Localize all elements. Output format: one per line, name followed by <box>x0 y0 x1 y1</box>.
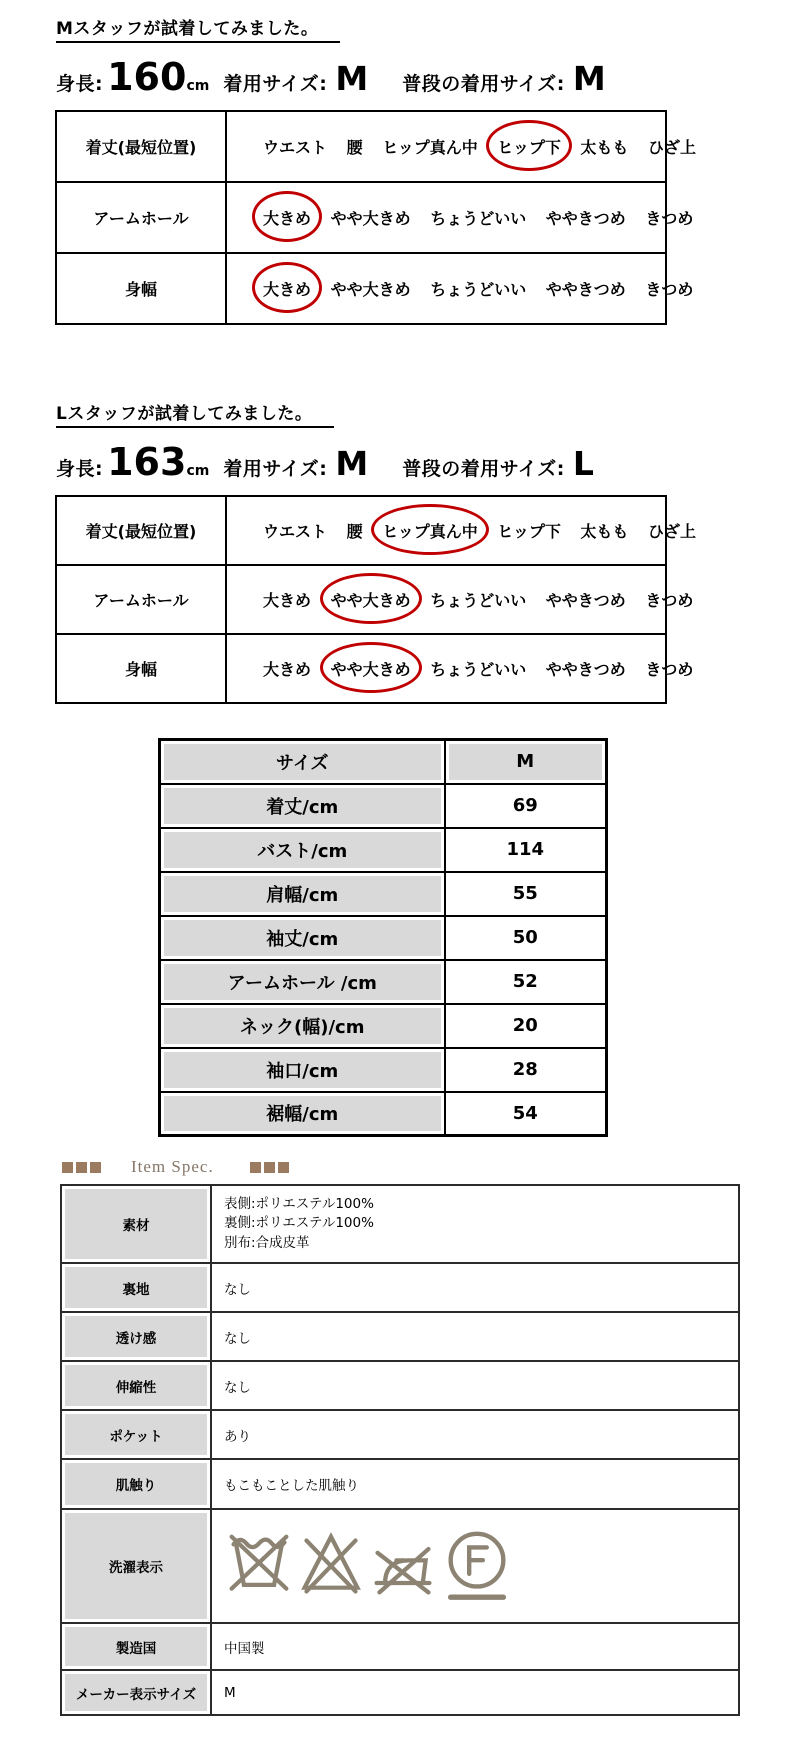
table-row <box>160 1004 607 1048</box>
wearing-size-value: M <box>335 444 369 483</box>
size-row-value: 55 <box>445 872 607 916</box>
size-row-value: 52 <box>445 960 607 1004</box>
table-row <box>61 1263 739 1312</box>
material-line: 別布:合成皮革 <box>224 1234 310 1251</box>
size-row-value: 69 <box>445 784 607 828</box>
size-row-label: バスト/cm <box>160 828 445 872</box>
circled-option: ヒップ下 <box>497 135 561 158</box>
fit-table-m <box>55 110 697 325</box>
brown-squares-icon <box>250 1162 289 1173</box>
fit-row-options <box>226 182 694 253</box>
fit-option: ややきつめ <box>545 660 626 679</box>
fit-option: ちょうどいい <box>430 591 527 610</box>
table-row <box>56 111 666 182</box>
fit-option: ちょうどいい <box>430 660 527 679</box>
table-row <box>61 1185 739 1263</box>
fit-stats-l <box>56 440 594 484</box>
spec-row-label: 透け感 <box>61 1312 211 1361</box>
fit-row-options <box>226 634 694 703</box>
table-row <box>160 740 607 784</box>
spec-row-value: なし <box>211 1312 739 1361</box>
fit-option: 腰 <box>346 138 363 157</box>
fit-row-label: 着丈(最短位置) <box>56 111 226 182</box>
table-row <box>61 1312 739 1361</box>
table-row <box>160 872 607 916</box>
spec-row-label: 洗濯表示 <box>61 1509 211 1623</box>
do-not-iron-icon <box>370 1527 436 1605</box>
item-spec-heading-text: Item Spec. <box>131 1157 214 1176</box>
spec-row-label: 製造国 <box>61 1623 211 1670</box>
fit-option: 大きめ <box>263 591 312 610</box>
size-header-value: M <box>445 740 607 784</box>
circled-option: ヒップ真ん中 <box>382 519 478 542</box>
table-row <box>61 1670 739 1715</box>
fit-option: ヒップ真ん中 <box>382 138 478 157</box>
circled-option: 大きめ <box>263 277 311 300</box>
wearing-size-value: M <box>335 59 369 98</box>
fit-row-options <box>226 253 694 324</box>
fit-option: ややきつめ <box>545 209 626 228</box>
material-line: 裏側:ポリエステル100% <box>224 1215 374 1232</box>
table-row <box>160 828 607 872</box>
size-header-label: サイズ <box>160 740 445 784</box>
fit-table-l <box>55 495 697 704</box>
table-row <box>160 960 607 1004</box>
fit-option: ひざ上 <box>648 138 697 157</box>
size-row-value: 114 <box>445 828 607 872</box>
material-line: 表側:ポリエステル100% <box>224 1195 374 1212</box>
table-row <box>56 253 666 324</box>
fit-option: やや大きめ <box>330 209 411 228</box>
fit-option: きつめ <box>645 280 694 299</box>
table-row <box>56 565 666 634</box>
spec-row-value: あり <box>211 1410 739 1459</box>
circled-option: 大きめ <box>263 206 311 229</box>
fit-option: ウエスト <box>263 522 328 541</box>
height-label: 身長: <box>56 458 104 480</box>
table-row <box>56 182 666 253</box>
fit-row-label: 身幅 <box>56 634 226 703</box>
spec-row-value: M <box>211 1670 739 1715</box>
fit-row-label: 身幅 <box>56 253 226 324</box>
fit-row-label: アームホール <box>56 182 226 253</box>
fit-option: やや大きめ <box>330 280 411 299</box>
wash-care-symbols <box>211 1509 739 1623</box>
table-row <box>160 1048 607 1092</box>
size-row-label: 着丈/cm <box>160 784 445 828</box>
item-spec-heading <box>62 1157 289 1177</box>
table-row <box>61 1459 739 1509</box>
fit-row-options <box>226 565 694 634</box>
fit-section-title-l: Lスタッフが試着してみました。 <box>56 399 334 428</box>
table-row <box>56 496 666 565</box>
size-row-label: ネック(幅)/cm <box>160 1004 445 1048</box>
spec-row-value: もこもことした肌触り <box>211 1459 739 1509</box>
table-row <box>160 916 607 960</box>
spec-row-label: 素材 <box>61 1185 211 1263</box>
fit-option: ややきつめ <box>545 591 626 610</box>
fit-option: きつめ <box>645 209 694 228</box>
spec-row-value: なし <box>211 1361 739 1410</box>
fit-option: 腰 <box>346 522 363 541</box>
fit-section-title-m: Mスタッフが試着してみました。 <box>56 14 340 43</box>
height-unit: cm <box>186 78 210 94</box>
table-row <box>61 1509 739 1623</box>
do-not-wash-icon <box>226 1527 292 1605</box>
spec-row-label: 裏地 <box>61 1263 211 1312</box>
fit-option: 太もも <box>580 522 629 541</box>
size-row-value: 50 <box>445 916 607 960</box>
height-value: 163 <box>107 440 187 484</box>
table-row <box>160 784 607 828</box>
size-row-label: 袖口/cm <box>160 1048 445 1092</box>
size-row-label: 裾幅/cm <box>160 1092 445 1136</box>
size-row-value: 20 <box>445 1004 607 1048</box>
circled-option: やや大きめ <box>331 657 411 680</box>
fit-option: ヒップ下 <box>497 522 561 541</box>
usual-size-value: M <box>572 59 606 98</box>
dry-clean-petroleum-f-icon <box>442 1527 512 1605</box>
fit-stats-m <box>56 55 606 99</box>
size-row-label: 袖丈/cm <box>160 916 445 960</box>
fit-option: ややきつめ <box>545 280 626 299</box>
spec-row-label: 肌触り <box>61 1459 211 1509</box>
item-spec-table <box>60 1184 740 1716</box>
fit-row-label: 着丈(最短位置) <box>56 496 226 565</box>
height-value: 160 <box>107 55 187 99</box>
table-row <box>61 1623 739 1670</box>
spec-row-label: 伸縮性 <box>61 1361 211 1410</box>
height-label: 身長: <box>56 73 104 95</box>
spec-row-label: ポケット <box>61 1410 211 1459</box>
table-row <box>56 634 666 703</box>
wearing-size-label: 着用サイズ: <box>223 458 328 480</box>
fit-option: 大きめ <box>263 660 312 679</box>
circled-option: やや大きめ <box>331 588 411 611</box>
table-row <box>160 1092 607 1136</box>
usual-size-label: 普段の着用サイズ: <box>402 458 565 480</box>
fit-option: ちょうどいい <box>430 280 527 299</box>
size-row-label: アームホール /cm <box>160 960 445 1004</box>
size-row-value: 28 <box>445 1048 607 1092</box>
size-row-label: 肩幅/cm <box>160 872 445 916</box>
fit-option: ちょうどいい <box>430 209 527 228</box>
table-row <box>61 1361 739 1410</box>
size-row-value: 54 <box>445 1092 607 1136</box>
table-row <box>61 1410 739 1459</box>
fit-row-options <box>226 111 697 182</box>
fit-row-label: アームホール <box>56 565 226 634</box>
fit-option: ウエスト <box>263 138 328 157</box>
spec-row-label: メーカー表示サイズ <box>61 1670 211 1715</box>
height-unit: cm <box>186 463 210 479</box>
fit-option: ひざ上 <box>648 522 697 541</box>
fit-option: 太もも <box>580 138 629 157</box>
brown-squares-icon <box>62 1162 101 1173</box>
fit-option: きつめ <box>645 660 694 679</box>
usual-size-label: 普段の着用サイズ: <box>402 73 565 95</box>
do-not-bleach-icon <box>298 1527 364 1605</box>
fit-option: きつめ <box>645 591 694 610</box>
fit-row-options <box>226 496 697 565</box>
usual-size-value: L <box>572 444 594 483</box>
spec-row-value <box>211 1185 739 1263</box>
spec-row-value: なし <box>211 1263 739 1312</box>
spec-row-value: 中国製 <box>211 1623 739 1670</box>
wearing-size-label: 着用サイズ: <box>223 73 328 95</box>
size-table <box>158 738 608 1137</box>
